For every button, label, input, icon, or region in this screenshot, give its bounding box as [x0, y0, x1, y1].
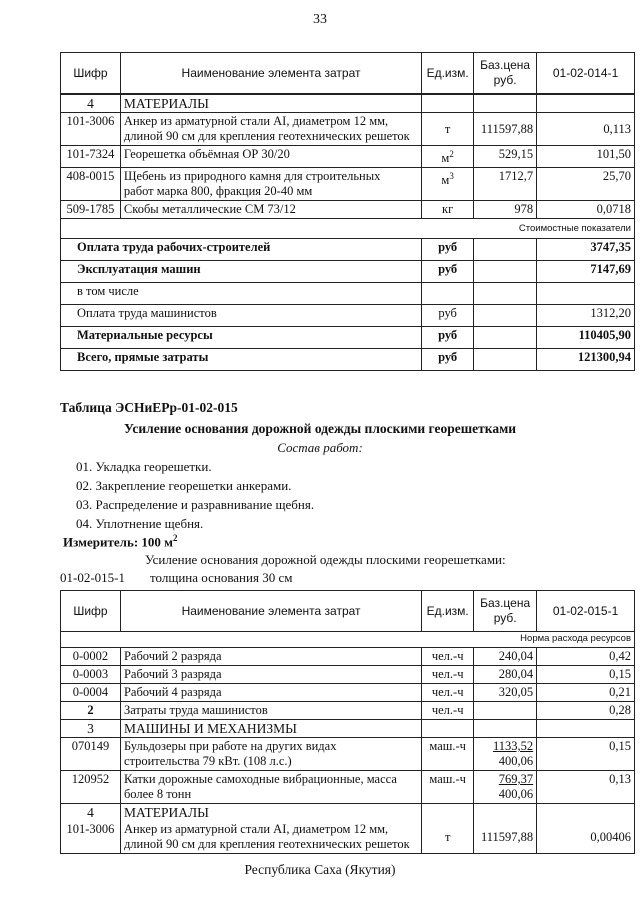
header-norm-code: 01-02-015-1	[537, 591, 635, 632]
measure-label: Измеритель: 100 $м^2$	[63, 533, 178, 550]
table-row: 408-0015 Щебень из природного камня для строительных работ марка 800, фракция 20-40 мм $м^3$ 1712,7 25,70	[61, 168, 635, 201]
summary-row: Всего, прямые затраты руб 121300,94	[61, 349, 635, 371]
norm-header-row: Норма расхода ресурсов	[61, 632, 635, 648]
table-row: 509-1785 Скобы металлические СМ 73/12 кг 978 0,0718	[61, 201, 635, 219]
item-description: Усиление основания дорожной одежды плоскими георешетками:	[145, 552, 506, 567]
footer-region: Республика Саха (Якутия)	[244, 862, 396, 877]
table-row: 101-3006 Анкер из арматурной стали AI, диаметром 12 мм, длиной 90 см для крепления геотехнических решеток т 111597,88 0,113	[61, 113, 635, 146]
summary-row: в том числе	[61, 283, 635, 305]
summary-row: Оплата труда рабочих-строителей руб 3747,35	[61, 239, 635, 261]
work-item: 03. Распределение и разравнивание щебня.	[76, 497, 315, 512]
cost-header-row: Стоимостные показатели	[61, 219, 635, 239]
table-row: 070149 Бульдозеры при работе на других видах строительства 79 кВт. (108 л.с.) маш.-ч 1133,52 400,06 0,15	[61, 738, 635, 771]
header-unit: Ед.изм.	[422, 591, 474, 632]
table-title: Таблица ЭСНиЕРр-01-02-015	[60, 400, 238, 415]
work-item: 01. Укладка георешетки.	[76, 459, 212, 474]
table-row: 120952 Катки дорожные самоходные вибрационные, масса более 8 тонн маш.-ч 769,37 400,06 0,13	[61, 771, 635, 804]
section-row: 3 МАШИНЫ И МЕХАНИЗМЫ	[61, 720, 635, 738]
header-name: Наименование элемента затрат	[120, 53, 421, 95]
table-row: 0-0004 Рабочий 4 разряда чел.-ч 320,05 0,21	[61, 684, 635, 702]
table-row: 2 Затраты труда машинистов чел.-ч 0,28	[61, 702, 635, 720]
table-row: 0-0003 Рабочий 3 разряда чел.-ч 280,04 0,15	[61, 666, 635, 684]
header-code: Шифр	[61, 591, 121, 632]
work-composition-title: Состав работ:	[277, 440, 363, 455]
header-name: Наименование элемента затрат	[120, 591, 421, 632]
work-item: 04. Уплотнение щебня.	[76, 516, 204, 531]
header-norm-code: 01-02-014-1	[537, 53, 635, 95]
header-price: Баз.цена руб.	[474, 53, 537, 95]
section-heading: Усиление основания дорожной одежды плоскими георешетками	[123, 421, 517, 436]
table-row: 0-0002 Рабочий 2 разряда чел.-ч 240,04 0,42	[61, 648, 635, 666]
work-item: 02. Закрепление георешетки анкерами.	[76, 478, 292, 493]
resource-table-2	[60, 590, 635, 854]
header-price: Баз.цена руб.	[474, 591, 537, 632]
page-number: 33	[313, 12, 327, 27]
item-text: толщина основания 30 см	[150, 570, 293, 585]
table-row: 101-3006 Анкер из арматурной стали AI, диаметром 12 мм, длиной 90 см для крепления геотехнических решеток т 111597,88 0,00406	[61, 821, 635, 854]
summary-row: Оплата труда машинистов руб 1312,20	[61, 305, 635, 327]
item-code: 01-02-015-1	[60, 570, 125, 585]
summary-row: Материальные ресурсы руб 110405,90	[61, 327, 635, 349]
header-code: Шифр	[61, 53, 121, 95]
section-row: 4 МАТЕРИАЛЫ	[61, 804, 635, 822]
table-row: 101-7324 Георешетка объёмная ОР 30/20 $м^2$ 529,15 101,50	[61, 146, 635, 168]
summary-row: Эксплуатация машин руб 7147,69	[61, 261, 635, 283]
resource-table-1	[60, 52, 635, 371]
section-row: 4 МАТЕРИАЛЫ	[61, 94, 635, 113]
header-unit: Ед.изм.	[422, 53, 474, 95]
